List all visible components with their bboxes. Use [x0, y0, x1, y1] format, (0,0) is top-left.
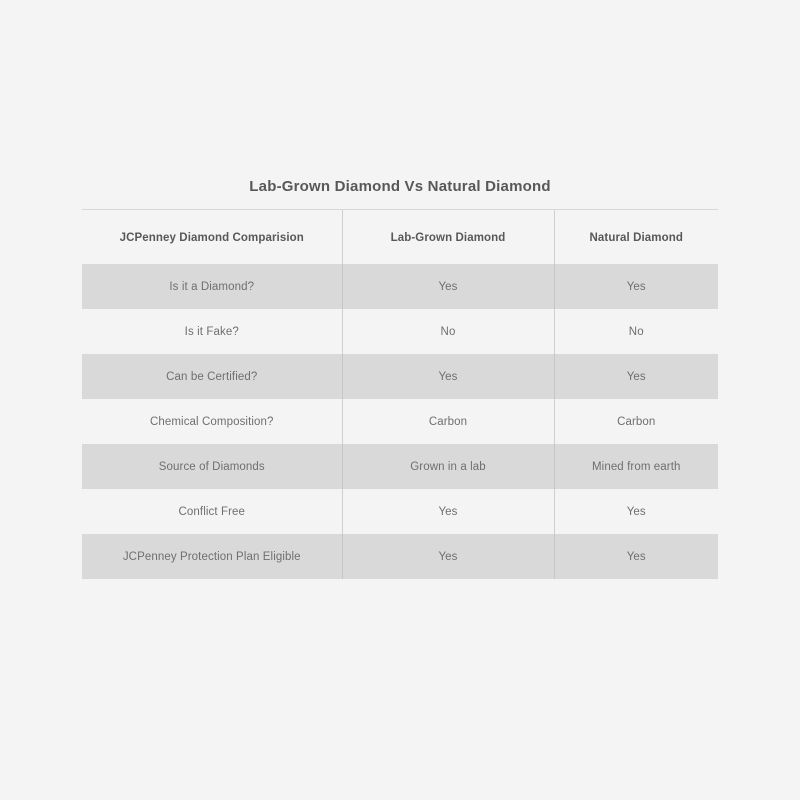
- row-feature-label: Is it a Diamond?: [82, 264, 342, 309]
- table-header: [82, 210, 718, 264]
- row-natural-value: Mined from earth: [554, 444, 718, 489]
- row-natural-value: Yes: [554, 534, 718, 579]
- row-lab-grown-value: Yes: [342, 264, 554, 309]
- table-row: [82, 354, 718, 399]
- row-lab-grown-value: Carbon: [342, 399, 554, 444]
- column-header-feature: JCPenney Diamond Comparision: [119, 232, 304, 244]
- table-row: [82, 534, 718, 579]
- page-title: Lab-Grown Diamond Vs Natural Diamond: [82, 178, 718, 210]
- row-natural-value: Yes: [554, 489, 718, 534]
- row-natural-value: Carbon: [554, 399, 718, 444]
- row-feature-label: JCPenney Protection Plan Eligible: [82, 534, 342, 579]
- diamond-comparison-table: [82, 210, 718, 579]
- comparison-table-container: [82, 178, 718, 579]
- table-header-row: [82, 210, 718, 264]
- table-row: [82, 444, 718, 489]
- row-lab-grown-value: Yes: [342, 354, 554, 399]
- table-row: [82, 264, 718, 309]
- row-lab-grown-value: No: [342, 309, 554, 354]
- row-natural-value: No: [554, 309, 718, 354]
- column-header-lab-grown: Lab-Grown Diamond: [342, 210, 554, 264]
- row-natural-value: Yes: [554, 264, 718, 309]
- row-feature-label: Conflict Free: [178, 506, 245, 518]
- table-body: [82, 264, 718, 579]
- row-feature-label: Source of Diamonds: [82, 444, 342, 489]
- row-feature-label: Is it Fake?: [184, 326, 239, 338]
- row-lab-grown-value: Grown in a lab: [342, 444, 554, 489]
- table-row: [82, 309, 718, 354]
- row-feature-label: Chemical Composition?: [149, 416, 274, 428]
- row-lab-grown-value: Yes: [342, 534, 554, 579]
- table-row: [82, 489, 718, 534]
- column-header-natural: Natural Diamond: [554, 210, 718, 264]
- table-row: [82, 399, 718, 444]
- row-lab-grown-value: Yes: [342, 489, 554, 534]
- row-natural-value: Yes: [554, 354, 718, 399]
- row-feature-label: Can be Certified?: [82, 354, 342, 399]
